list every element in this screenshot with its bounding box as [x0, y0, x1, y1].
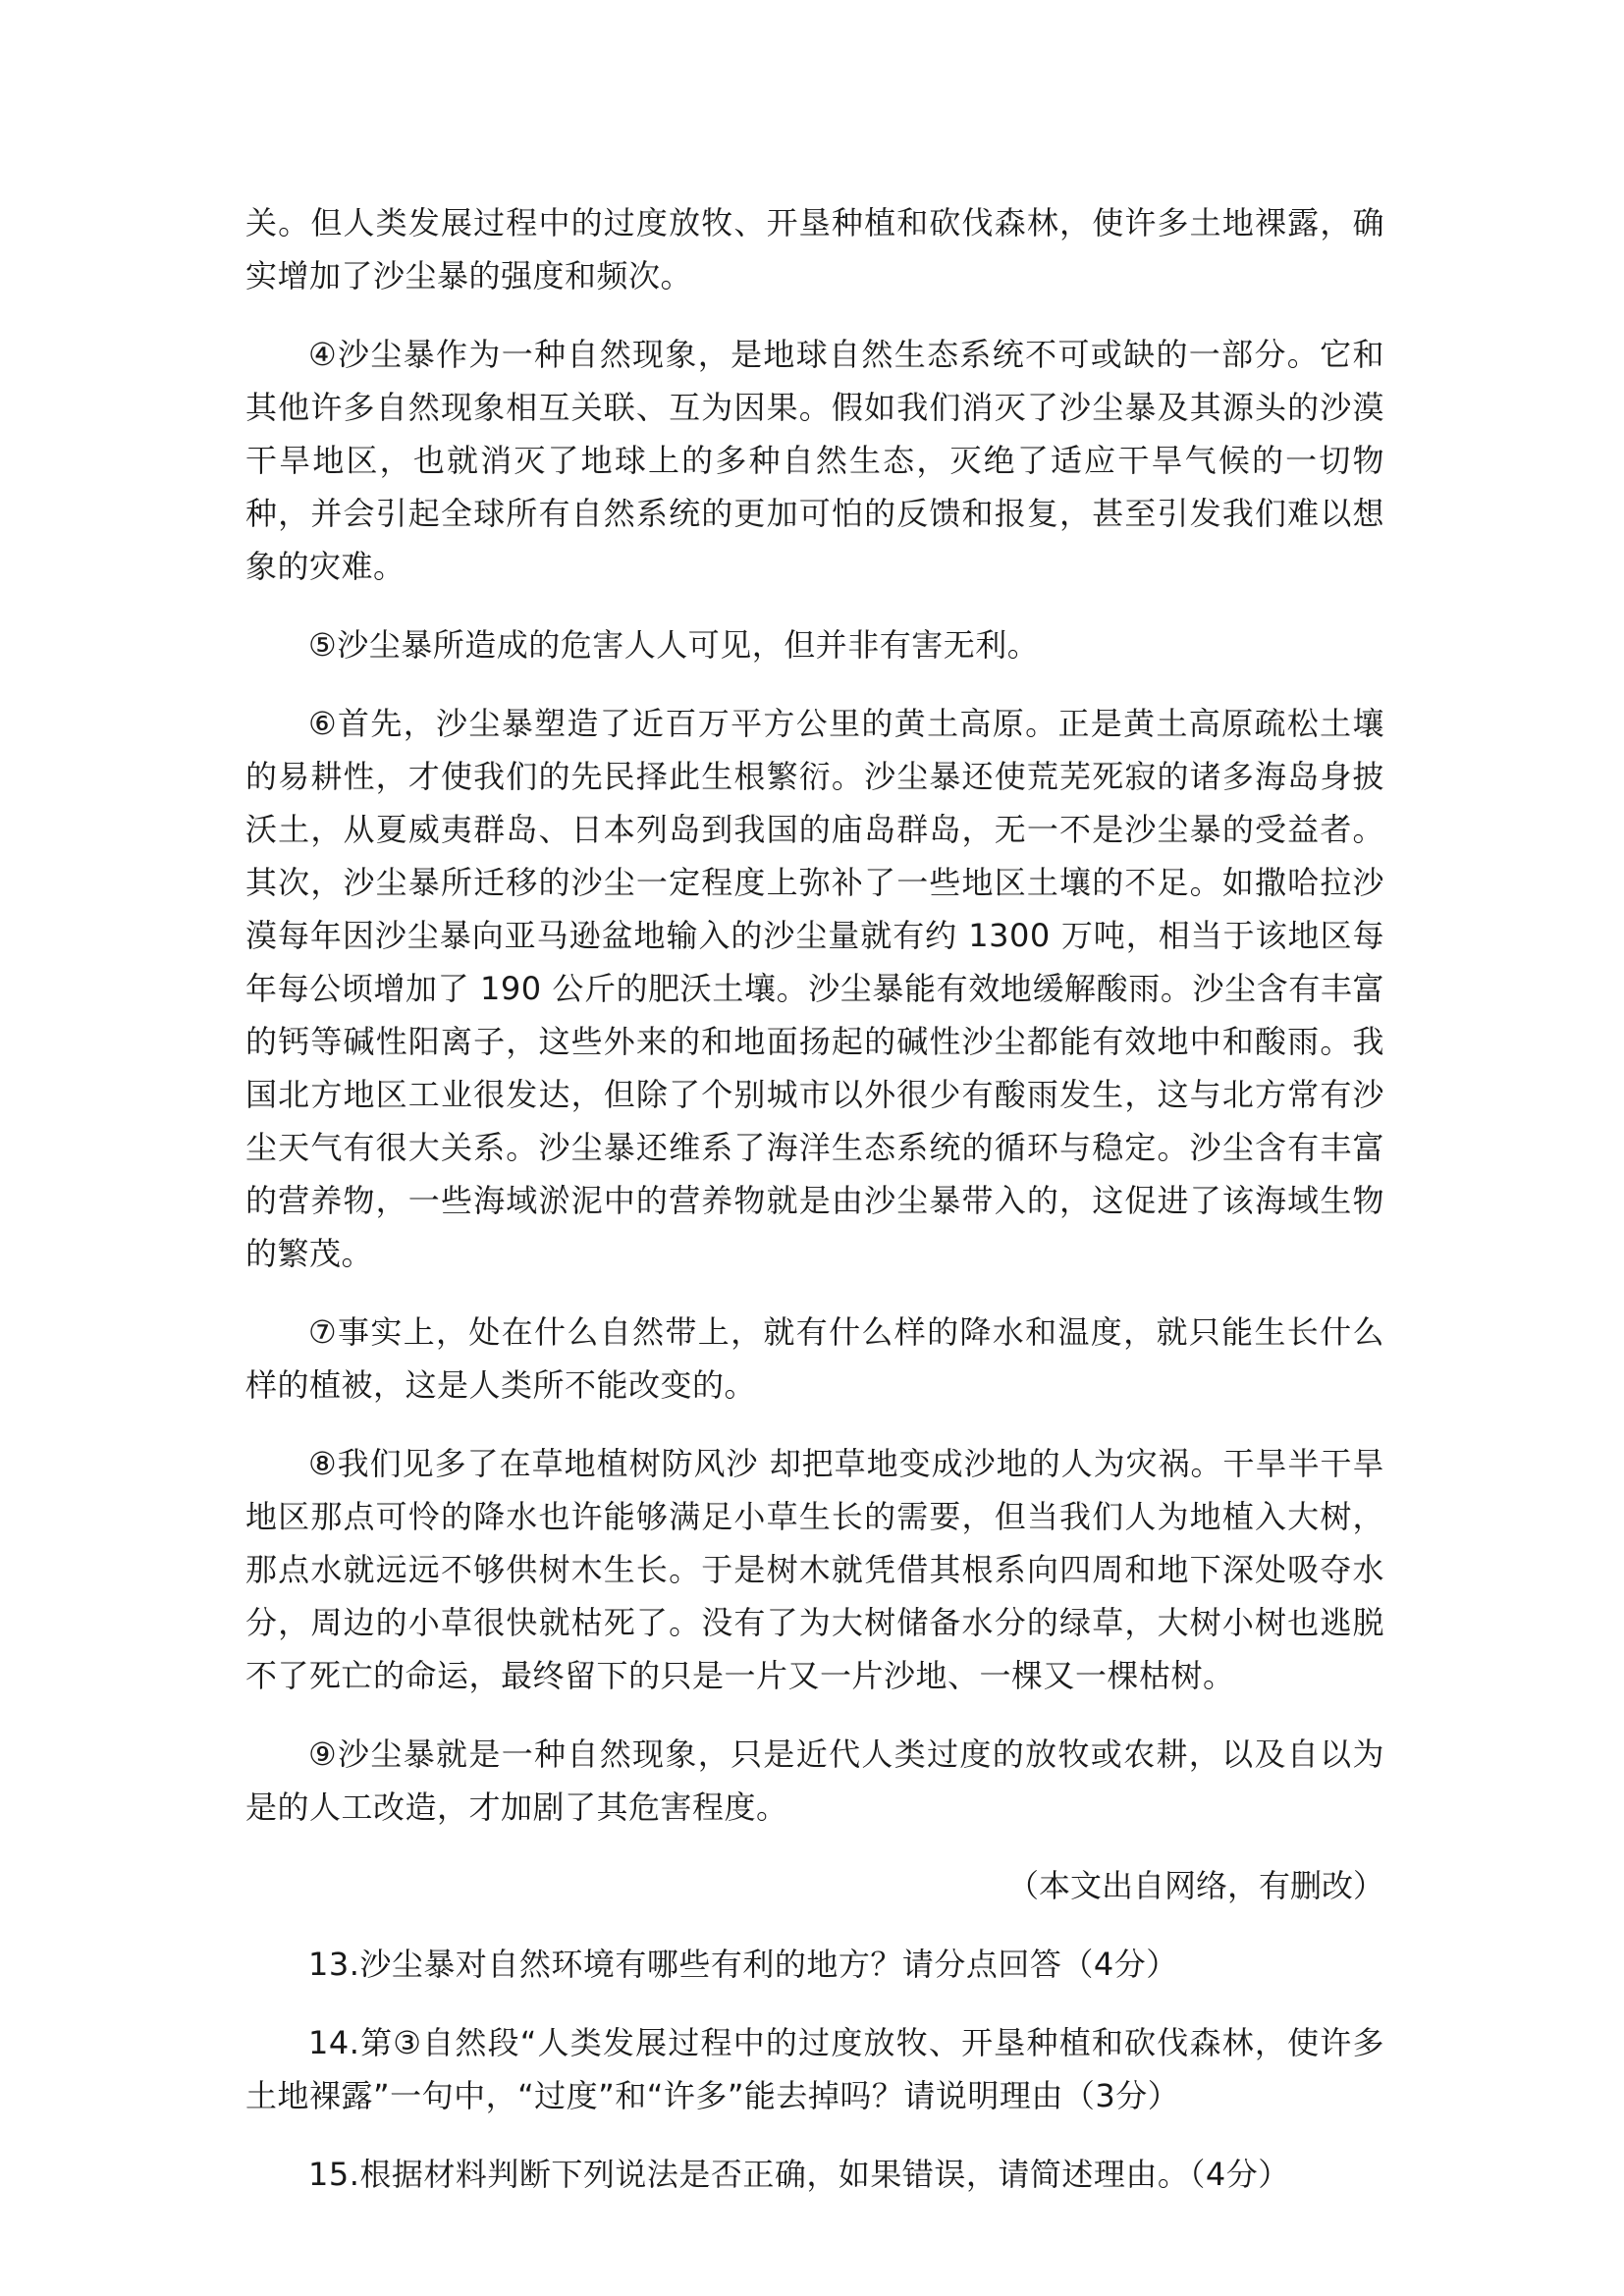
document-page — [245, 196, 1384, 2226]
question-14: 14.第③自然段“人类发展过程中的过度放牧、开垦种植和砍伐森林，使许多土地裸露”一句中，“过度”和“许多”能去掉吗？请说明理由（3分） — [245, 2024, 1384, 2114]
question-15: 15.根据材料判断下列说法是否正确，如果错误，请简述理由。（4分） — [308, 2156, 1290, 2193]
source-note: （本文出自网络，有删改） — [1006, 1867, 1384, 1904]
paragraph-6: ⑥首先，沙尘暴塑造了近百万平方公里的黄土高原。正是黄土高原疏松土壤的易耕性，才使我们的先民择此生根繁衍。沙尘暴还使荒芜死寂的诸多海岛身披沃土，从夏威夷群岛、日本列岛到我国的庙岛群岛，无一不是沙尘暴的受益者。其次，沙尘暴所迁移的沙尘一定程度上弥补了一些地区土壤的不足。如撒哈拉沙漠每年因沙尘暴向亚马逊盆地输入的沙尘量就有约 1300 万吨，相当于该地区每年每公顷增加了 190 公斤的肥沃土壤。沙尘暴能有效地缓解酸雨。沙尘含有丰富的钙等碱性阳离子，这些外来的和地面扬起的碱性沙尘都能有效地中和酸雨。我国北方地区工业很发达，但除了个别城市以外很少有酸雨发生，这与北方常有沙尘天气有很大关系。沙尘暴还维系了海洋生态系统的循环与稳定。沙尘含有丰富的营养物，一些海域淤泥中的营养物就是由沙尘暴带入的，这促进了该海域生物的繁茂。 — [245, 705, 1384, 1272]
paragraph-7: ⑦事实上，处在什么自然带上，就有什么样的降水和温度，就只能生长什么样的植被，这是人类所不能改变的。 — [245, 1313, 1384, 1404]
paragraph-9: ⑨沙尘暴就是一种自然现象，只是近代人类过度的放牧或农耕，以及自以为是的人工改造，才加剧了其危害程度。 — [245, 1735, 1384, 1826]
paragraph-5: ⑤沙尘暴所造成的危害人人可见，但并非有害无利。 — [308, 626, 1040, 664]
paragraph-continued: 关。但人类发展过程中的过度放牧、开垦种植和砍伐森林，使许多土地裸露，确实增加了沙尘暴的强度和频次。 — [245, 204, 1384, 294]
paragraph-8: ⑧我们见多了在草地植树防风沙 却把草地变成沙地的人为灾祸。干旱半干旱地区那点可怜的降水也许能够满足小草生长的需要，但当我们人为地植入大树，那点水就远远不够供树木生长。于是树木就凭借其根系向四周和地下深处吸夺水分，周边的小草很快就枯死了。没有了为大树储备水分的绿草，大树小树也逃脱不了死亡的命运，最终留下的只是一片又一片沙地、一棵又一棵枯树。 — [245, 1445, 1384, 1694]
paragraph-4: ④沙尘暴作为一种自然现象，是地球自然生态系统不可或缺的一部分。它和其他许多自然现象相互关联、互为因果。假如我们消灭了沙尘暴及其源头的沙漠干旱地区，也就消灭了地球上的多种自然生态，灭绝了适应干旱气候的一切物种，并会引起全球所有自然系统的更加可怕的反馈和报复，甚至引发我们难以想象的灾难。 — [245, 336, 1384, 585]
question-13: 13.沙尘暴对自然环境有哪些有利的地方？请分点回答（4分） — [308, 1946, 1178, 1983]
